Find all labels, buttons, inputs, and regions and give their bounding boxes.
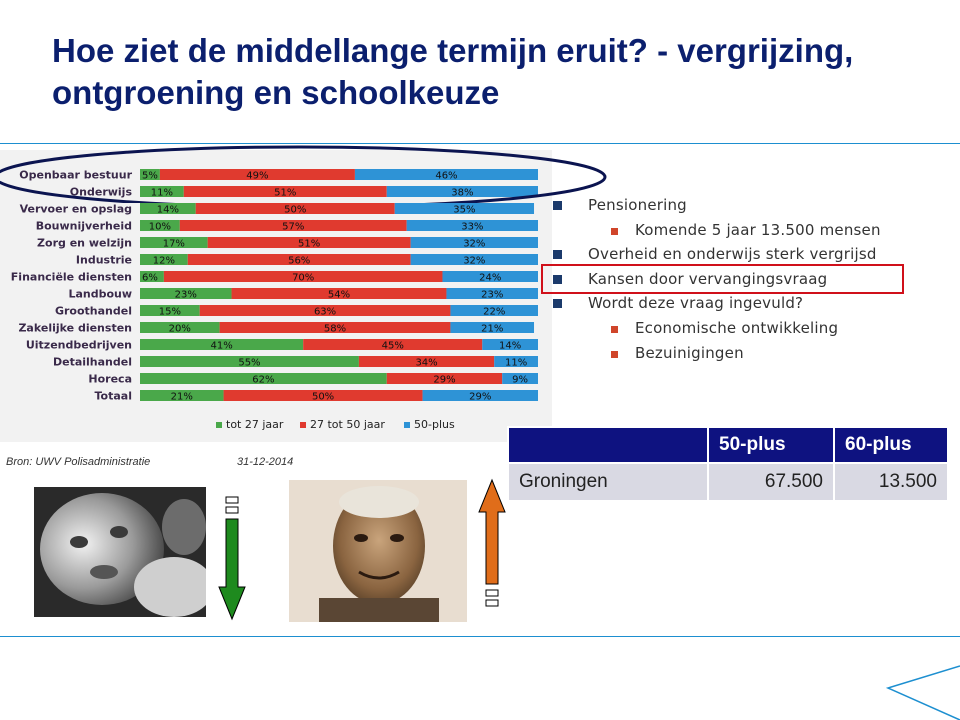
legend-swatch [216, 422, 222, 428]
data-label: 14% [499, 340, 522, 352]
data-label: 50% [284, 204, 307, 216]
bullet-square-icon [553, 299, 562, 308]
data-label: 54% [327, 289, 351, 301]
category-label: Detailhandel [52, 355, 132, 369]
data-label: 45% [381, 340, 404, 352]
bottom-divider-line [0, 636, 960, 637]
category-label: Zorg en welzijn [37, 236, 132, 250]
data-label: 29% [469, 391, 492, 403]
data-label: 38% [451, 187, 474, 199]
data-label: 32% [463, 238, 486, 250]
data-label: 15% [158, 306, 181, 318]
data-label: 14% [156, 204, 179, 216]
highlight-box [541, 264, 904, 294]
table-cell-60plus: 13.500 [834, 463, 948, 501]
up-arrow-icon [478, 478, 506, 614]
data-label: 12% [152, 255, 175, 267]
data-label: 33% [461, 221, 484, 233]
data-label: 6% [142, 272, 158, 284]
legend-swatch [404, 422, 410, 428]
data-label: 17% [162, 238, 185, 250]
category-label: Zakelijke diensten [18, 321, 132, 335]
category-label: Bouwnijverheid [35, 219, 132, 233]
highlight-ellipse-svg [0, 143, 620, 203]
elderly-man-photo [289, 480, 467, 622]
data-label: 10% [148, 221, 172, 233]
table-header-cell [508, 427, 708, 463]
data-label: 50% [311, 391, 335, 403]
data-label: 56% [288, 255, 311, 267]
down-arrow-icon [218, 495, 246, 621]
table-header-cell: 50-plus [708, 427, 834, 463]
data-label: 29% [433, 374, 456, 386]
data-label: 51% [298, 238, 321, 250]
category-label: Financiële diensten [10, 270, 132, 284]
data-label: 32% [463, 255, 486, 267]
data-label: 20% [168, 323, 191, 335]
bullet-text: Bezuinigingen [635, 343, 744, 362]
data-label: 21% [170, 391, 193, 403]
sub-bullet-square-icon [611, 326, 618, 333]
data-label: 58% [323, 323, 347, 335]
data-label: 5% [142, 170, 158, 182]
data-label: 24% [479, 272, 502, 284]
data-label: 9% [512, 374, 529, 386]
legend-label: 27 tot 50 jaar [310, 418, 385, 431]
category-label: Onderwijs [69, 185, 132, 199]
bullet-text: Wordt deze vraag ingevuld? [588, 294, 804, 313]
bullet-square-icon [553, 201, 562, 210]
category-label: Openbaar bestuur [19, 168, 132, 182]
data-label: 23% [481, 289, 504, 301]
table-cell-region: Groningen [508, 463, 708, 501]
bullet-text: Pensionering [588, 196, 687, 214]
table-cell-50plus: 67.500 [708, 463, 834, 501]
baby-photo [34, 487, 206, 617]
table-header-row [508, 427, 948, 463]
category-label: Uitzendbedrijven [25, 338, 132, 352]
bullet-square-icon [553, 250, 562, 259]
source-date: 31-12-2014 [237, 456, 294, 468]
data-label: 63% [313, 306, 337, 318]
legend-label: 50-plus [414, 418, 455, 431]
legend-label: tot 27 jaar [226, 418, 284, 431]
category-label: Vervoer en opslag [19, 202, 132, 216]
data-label: 21% [481, 323, 504, 335]
data-table [507, 426, 949, 502]
table-row [508, 463, 948, 501]
slide-title: Hoe ziet de middellange termijn eruit? - vergrijzing, ontgroening en schoolkeuze [52, 32, 854, 111]
data-label: 34% [415, 357, 438, 369]
legend-swatch [300, 422, 306, 428]
data-label: 46% [435, 170, 458, 182]
data-label: 35% [453, 204, 476, 216]
bullet-text: Overheid en onderwijs sterk vergrijsd [588, 245, 877, 264]
data-label: 49% [246, 170, 269, 182]
data-label: 11% [150, 187, 174, 199]
bullet-text: Economische ontwikkeling [635, 319, 839, 337]
category-label: Groothandel [54, 304, 132, 318]
category-label: Landbouw [68, 287, 132, 301]
sub-bullet-square-icon [611, 351, 618, 358]
data-label: 11% [504, 357, 528, 369]
data-label: 22% [483, 306, 506, 318]
data-label: 55% [238, 357, 261, 369]
category-label: Industrie [75, 253, 132, 267]
data-label: 23% [174, 289, 197, 301]
category-label: Horeca [88, 372, 132, 386]
data-label: 70% [292, 272, 315, 284]
data-label: 62% [252, 374, 275, 386]
bullet-text: Kansen door vervangingsvraag [588, 269, 828, 288]
data-label: 51% [274, 187, 297, 199]
bullet-text: Komende 5 jaar 13.500 mensen [635, 220, 881, 239]
data-label: 57% [282, 221, 305, 233]
table-header-cell: 60-plus [834, 427, 948, 463]
highlight-ellipse [0, 147, 605, 203]
corner-decoration [880, 636, 960, 720]
source-label: Bron: UWV Polisadministratie [6, 456, 151, 468]
data-label: 41% [210, 340, 233, 352]
sub-bullet-square-icon [611, 228, 618, 235]
category-label: Totaal [94, 389, 132, 403]
